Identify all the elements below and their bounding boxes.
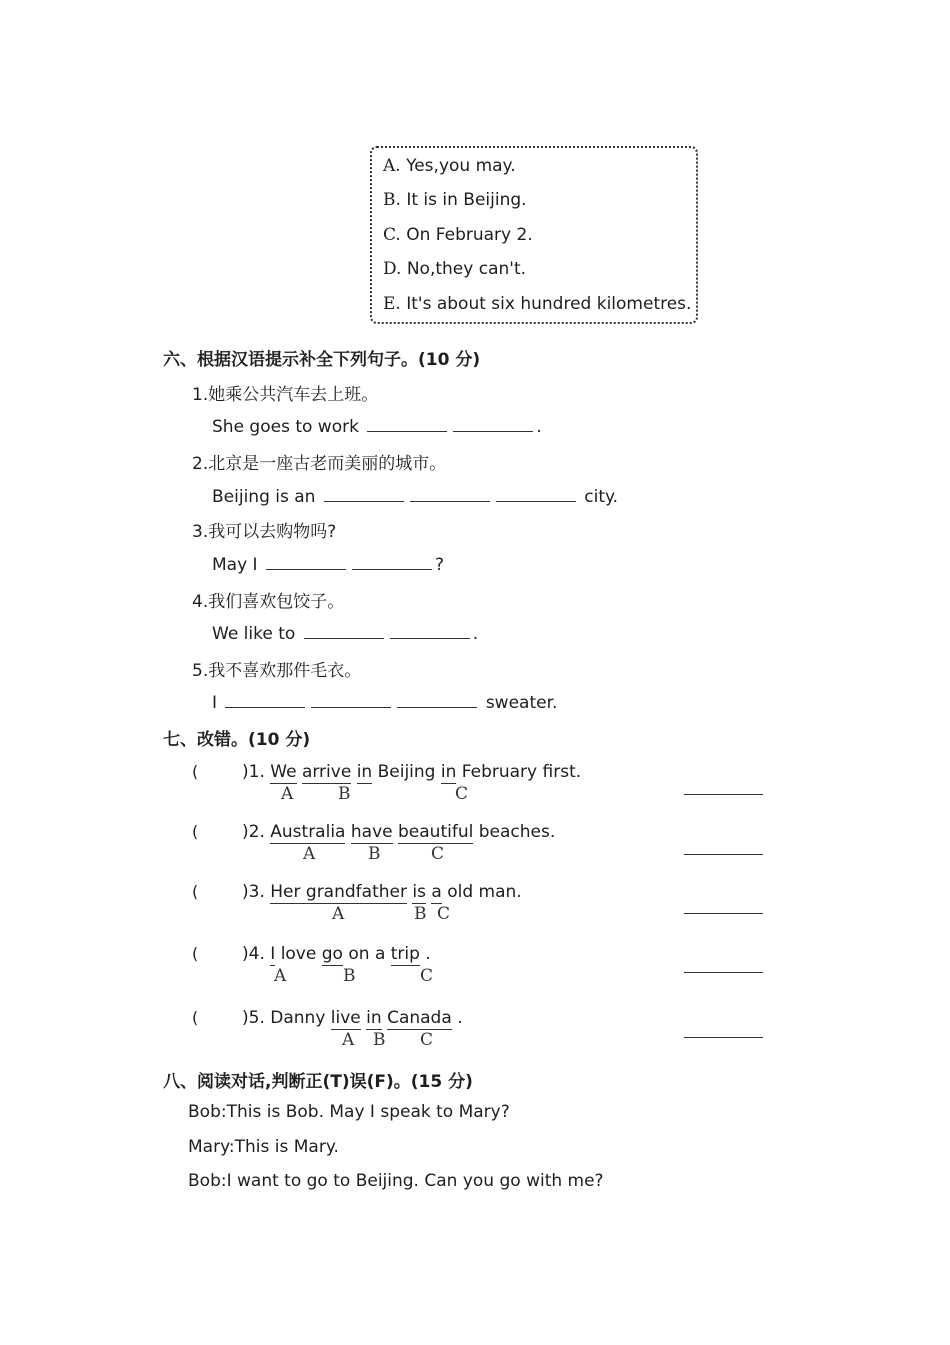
s6-q4-cn: 4.我们喜欢包饺子。 (192, 592, 345, 612)
option-e: E. It's about six hundred kilometres. (383, 294, 692, 314)
label-b: B (414, 904, 427, 924)
answer-paren[interactable]: ( (192, 1008, 199, 1027)
label-b: B (338, 784, 351, 804)
label-a: A (281, 784, 294, 804)
section6-title: 六、根据汉语提示补全下列句子。(10 分) (163, 350, 481, 370)
label-b: B (368, 844, 381, 864)
blank-field[interactable] (352, 553, 432, 570)
section7-title: 七、改错。(10 分) (163, 730, 311, 750)
answer-paren[interactable]: ( (192, 882, 199, 901)
label-b: B (343, 966, 356, 986)
blank-field[interactable] (311, 691, 391, 708)
s6-q1-en: She goes to work . (212, 417, 542, 437)
option-c: C. On February 2. (383, 225, 533, 245)
correction-line[interactable] (684, 794, 763, 795)
label-c: C (420, 966, 434, 986)
blank-field[interactable] (266, 553, 346, 570)
answer-paren[interactable]: ( (192, 762, 199, 781)
blank-field[interactable] (367, 415, 447, 432)
blank-field[interactable] (410, 485, 490, 502)
option-d: D. No,they can't. (383, 259, 527, 279)
correction-line[interactable] (684, 854, 763, 855)
label-c: C (420, 1030, 434, 1050)
label-c: C (455, 784, 469, 804)
dialogue-line: Bob:This is Bob. May I speak to Mary? (188, 1102, 510, 1122)
label-a: A (332, 904, 345, 924)
s6-q1-cn: 1.她乘公共汽车去上班。 (192, 385, 379, 405)
dialogue-line: Bob:I want to go to Beijing. Can you go with me? (188, 1171, 604, 1191)
s7-q3: )3. Her grandfather is a old man. (242, 882, 522, 902)
blank-field[interactable] (304, 622, 384, 639)
s7-q4: )4. I love go on a trip . (242, 944, 431, 964)
blank-field[interactable] (453, 415, 533, 432)
label-a: A (303, 844, 316, 864)
answer-paren[interactable]: ( (192, 944, 199, 963)
label-a: A (342, 1030, 355, 1050)
s6-q2-cn: 2.北京是一座古老而美丽的城市。 (192, 454, 447, 474)
label-a: A (274, 966, 287, 986)
s6-q3-en: May I ? (212, 555, 445, 575)
option-b: B. It is in Beijing. (383, 190, 527, 210)
blank-field[interactable] (324, 485, 404, 502)
blank-field[interactable] (225, 691, 305, 708)
s7-q5: )5. Danny live in Canada . (242, 1008, 463, 1028)
options-box (370, 146, 698, 324)
correction-line[interactable] (684, 972, 763, 973)
label-c: C (431, 844, 445, 864)
answer-paren[interactable]: ( (192, 822, 199, 841)
s6-q5-cn: 5.我不喜欢那件毛衣。 (192, 661, 362, 681)
label-c: C (437, 904, 451, 924)
correction-line[interactable] (684, 913, 763, 914)
blank-field[interactable] (390, 622, 470, 639)
blank-field[interactable] (397, 691, 477, 708)
section8-title: 八、阅读对话,判断正(T)误(F)。(15 分) (163, 1072, 473, 1092)
correction-line[interactable] (684, 1037, 763, 1038)
s7-q1: )1. We arrive in Beijing in February first. (242, 762, 582, 782)
s6-q2-en: Beijing is an city. (212, 487, 619, 507)
label-b: B (373, 1030, 386, 1050)
s7-q2: )2. Australia have beautiful beaches. (242, 822, 556, 842)
s6-q4-en: We like to . (212, 624, 479, 644)
blank-field[interactable] (496, 485, 576, 502)
s6-q5-en: I sweater. (212, 693, 558, 713)
dialogue-line: Mary:This is Mary. (188, 1137, 339, 1157)
s6-q3-cn: 3.我可以去购物吗? (192, 522, 337, 542)
option-a: A. Yes,you may. (383, 156, 516, 176)
